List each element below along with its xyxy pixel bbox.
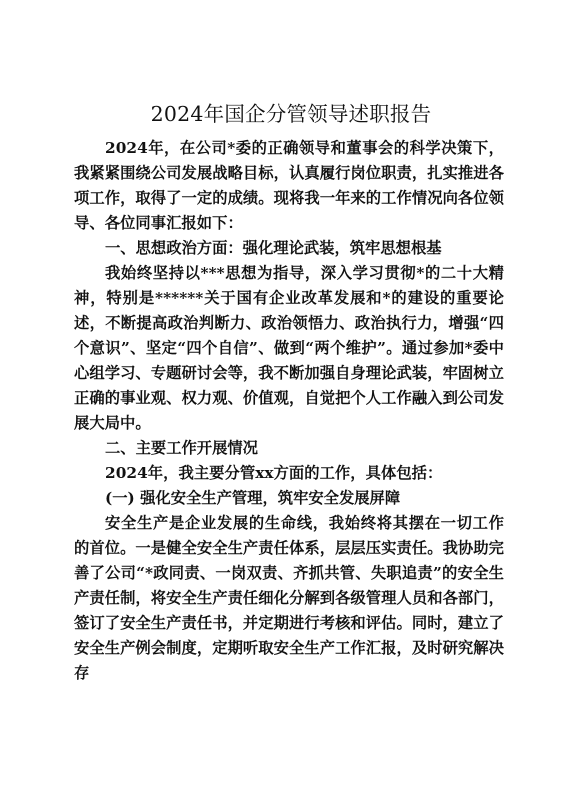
- section-2-heading: 二、主要工作开展情况: [105, 439, 258, 457]
- document-page: [74, 100, 504, 686]
- section-1-paragraph: 我始终坚持以***思想为指导，深入学习贯彻*的二十大精神，特别是******关于国有企业改革发展和*的建设的重要论述，不断提高政治判断力、政治领悟力、政治执行力，增强“四个意识”、坚定“四个自信”、做到“两个维护”。通过参加*委中心组学习、专题研讨会等，我不断加强自身理论武装，牢固树立正确的事业观、权力观、价值观，自觉把个人工作融入到公司发展大局中。: [74, 264, 504, 432]
- intro-paragraph: 2024年，在公司*委的正确领导和董事会的科学决策下，我紧紧围绕公司发展战略目标，认真履行岗位职责，扎实推进各项工作，取得了一定的成绩。现将我一年来的工作情况向各位领导、各位同事汇报如下：: [74, 139, 504, 232]
- subsection-1-paragraph: 安全生产是企业发展的生命线，我始终将其摆在一切工作的首位。一是健全安全生产责任体系，层层压实责任。我协助完善了公司“*政同责、一岗双责、齐抓共管、失职追责”的安全生产责任制，将安全生产责任细化分解到各级管理人员和各部门，签订了安全生产责任书，并定期进行考核和评估。同时，建立了安全生产例会制度，定期听取安全生产工作汇报，及时研究解决存: [74, 514, 504, 682]
- section-2-intro: 2024年，我主要分管xx方面的工作，具体包括：: [105, 464, 443, 482]
- subsection-1-heading: (一) 强化安全生产管理，筑牢安全发展屏障: [105, 489, 401, 507]
- document-title: 2024年国企分管领导述职报告: [150, 102, 432, 126]
- section-1-heading: 一、思想政治方面：强化理论武装，筑牢思想根基: [105, 239, 442, 257]
